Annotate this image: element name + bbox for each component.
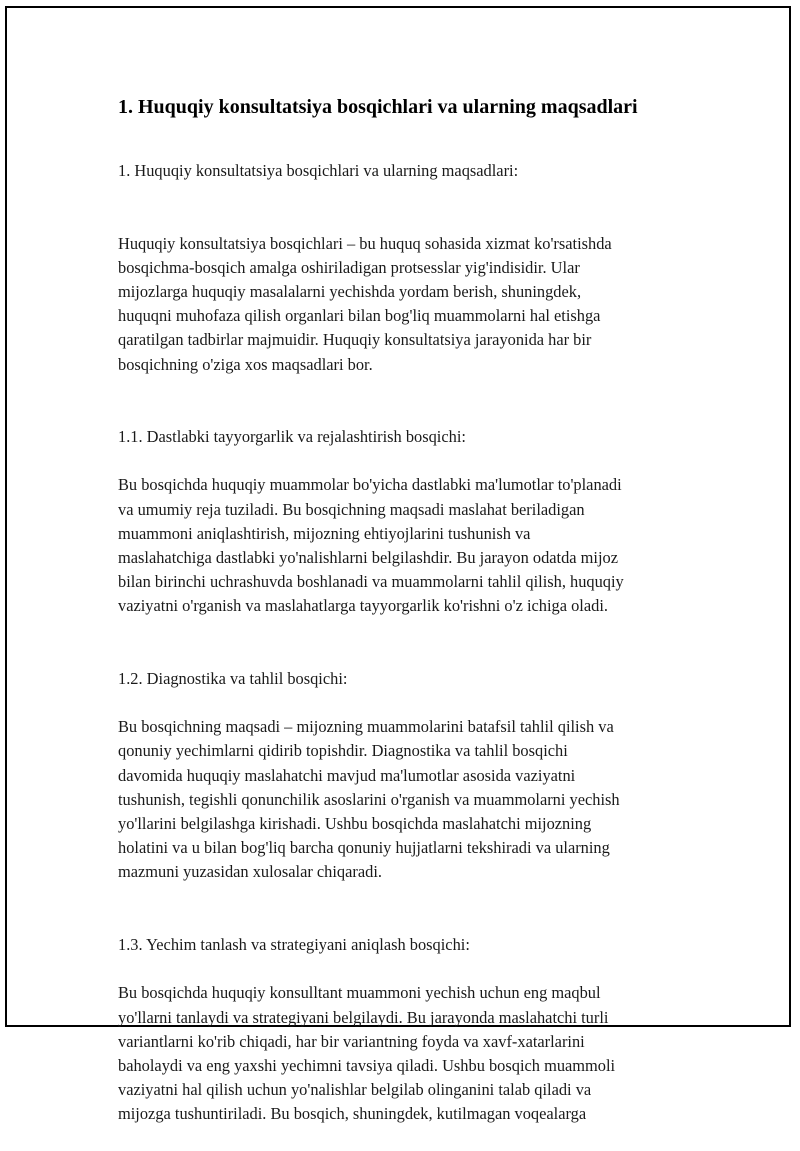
section-heading: 1.3. Yechim tanlash va strategiyani aniqlash bosqichi:	[118, 934, 470, 954]
section-heading: 1.2. Diagnostika va tahlil bosqichi:	[118, 668, 348, 688]
intro-heading-paragraph	[118, 135, 693, 183]
paragraph-text: Bu bosqichda huquqiy muammolar bo'yicha dastlabki ma'lumotlar to'planadi va umumiy reja tuziladi. Bu bosqichning maqsadi maslahat beriladigan muammoni aniqlashtirish, mijozning ehtiyojlarini tushunish va maslahatchiga dastlabki yo'nalishlarni belgilashdir. Bu jarayon odatda mijoz bilan birinchi uchrashuvda boshlanadi va muammolarni tahlil qilish, huquqiy vaziyatni o'rganish va maslahatlarga tayyorgarlik ko'rishni o'z ichiga oladi.	[118, 475, 624, 616]
section-1-1	[118, 401, 693, 619]
document-body	[118, 93, 693, 1151]
intro-paragraph	[118, 207, 693, 376]
section-1-3	[118, 909, 693, 1127]
paragraph-text: Bu bosqichda huquqiy konsulltant muammoni yechish uchun eng maqbul yo'llarni tanlaydi va strategiyani belgilaydi. Bu jarayonda maslahatchi turli variantlarni ko'rib chiqadi, har bir variantning foyda va xavf-xatarlarini baholaydi va eng yaxshi yechimni tavsiya qiladi. Ushbu bosqich muammoli vaziyatni hal qilish uchun yo'nalishlar belgilab olinganini talab qiladi va mijozga tushuntiriladi. Bu bosqich, shuningdek, kutilmagan voqealarga	[118, 983, 616, 1124]
document-title: 1. Huquqiy konsultatsiya bosqichlari va ularning maqsadlari	[118, 96, 638, 118]
section-heading: 1.1. Dastlabki tayyorgarlik va rejalashtirish bosqichi:	[118, 427, 466, 447]
paragraph-text: Huquqiy konsultatsiya bosqichlari – bu huquq sohasida xizmat ko'rsatishda bosqichma-bosqich amalga oshiriladigan protsesslar yig'indisidir. Ular mijozlarga huquqiy masalalarni yechishda yordam berish, shuningdek, huquqni muhofaza qilish organlari bilan bog'liq muammolarni hal etishga qaratilgan tadbirlar majmuidir. Huquqiy konsultatsiya jarayonida har bir bosqichning o'ziga xos maqsadlari bor.	[118, 233, 612, 374]
section-1-2	[118, 643, 693, 885]
paragraph-text: Bu bosqichning maqsadi – mijozning muammolarini batafsil tahlil qilish va qonuniy yechimlarni qidirib topishdir. Diagnostika va tahlil bosqichi davomida huquqiy maslahatchi mavjud ma'lumotlar asosida vaziyatni tushunish, tegishli qonunchilik asoslarini o'rganish va muammolarni yechish yo'llarini belgilashga kirishadi. Ushbu bosqichda maslahatchi mijozning holatini va u bilan bog'liq barcha qonuniy hujjatlarni tekshiradi va ularning mazmuni yuzasidan xulosalar chiqaradi.	[118, 717, 620, 882]
paragraph-text: 1. Huquqiy konsultatsiya bosqichlari va ularning maqsadlari:	[118, 161, 519, 181]
